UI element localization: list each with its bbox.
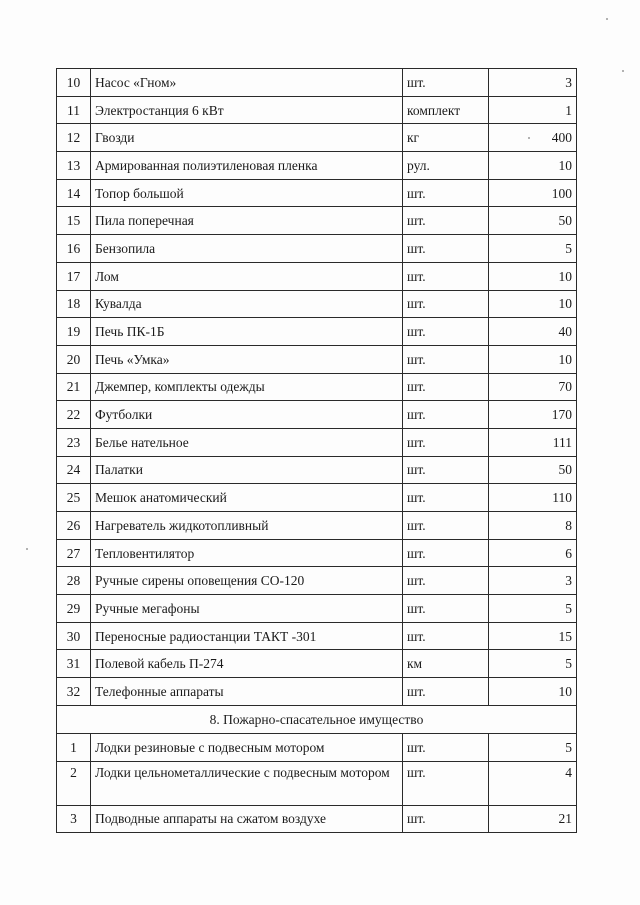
- item-name: Ручные сирены оповещения СО-120: [91, 567, 403, 595]
- row-number: 15: [57, 207, 91, 235]
- item-name: Армированная полиэтиленовая пленка: [91, 152, 403, 180]
- unit-of-measure: шт.: [403, 761, 489, 805]
- table-row: [57, 235, 577, 263]
- quantity: 8: [489, 512, 577, 540]
- quantity: 100: [489, 179, 577, 207]
- inventory-rows-top: [57, 69, 577, 706]
- item-name: Мешок анатомический: [91, 484, 403, 512]
- quantity: 111: [489, 428, 577, 456]
- quantity: 3: [489, 567, 577, 595]
- table-row: [57, 345, 577, 373]
- item-name: Джемпер, комплекты одежды: [91, 373, 403, 401]
- table-row: [57, 124, 577, 152]
- item-name: Переносные радиостанции ТАКТ -301: [91, 622, 403, 650]
- quantity: 70: [489, 373, 577, 401]
- item-name: Насос «Гном»: [91, 69, 403, 97]
- table-row: [57, 512, 577, 540]
- table-row: [57, 152, 577, 180]
- quantity: 4: [489, 761, 577, 805]
- row-number: 12: [57, 124, 91, 152]
- section-header-row: [57, 705, 577, 733]
- scan-speck: [26, 548, 28, 550]
- inventory-table: [56, 68, 577, 833]
- quantity: 5: [489, 235, 577, 263]
- quantity: 3: [489, 69, 577, 97]
- quantity: 10: [489, 262, 577, 290]
- row-number: 28: [57, 567, 91, 595]
- row-number: 26: [57, 512, 91, 540]
- unit-of-measure: шт.: [403, 401, 489, 429]
- row-number: 1: [57, 733, 91, 761]
- unit-of-measure: шт.: [403, 373, 489, 401]
- unit-of-measure: шт.: [403, 262, 489, 290]
- item-name: Печь «Умка»: [91, 345, 403, 373]
- table-row: [57, 401, 577, 429]
- scan-speck: [622, 70, 624, 72]
- table-row: [57, 207, 577, 235]
- row-number: 30: [57, 622, 91, 650]
- unit-of-measure: км: [403, 650, 489, 678]
- row-number: 25: [57, 484, 91, 512]
- quantity: 21: [489, 805, 577, 833]
- table-row: [57, 622, 577, 650]
- quantity: 6: [489, 539, 577, 567]
- quantity: 10: [489, 678, 577, 706]
- row-number: 20: [57, 345, 91, 373]
- quantity: 5: [489, 733, 577, 761]
- row-number: 13: [57, 152, 91, 180]
- quantity: 10: [489, 345, 577, 373]
- table-row: [57, 456, 577, 484]
- unit-of-measure: шт.: [403, 539, 489, 567]
- row-number: 14: [57, 179, 91, 207]
- unit-of-measure: шт.: [403, 567, 489, 595]
- inventory-rows-bottom: [57, 733, 577, 832]
- unit-of-measure: шт.: [403, 69, 489, 97]
- unit-of-measure: шт.: [403, 207, 489, 235]
- table-row: [57, 96, 577, 124]
- unit-of-measure: шт.: [403, 318, 489, 346]
- section-title: 8. Пожарно-спасательное имущество: [57, 705, 577, 733]
- row-number: 32: [57, 678, 91, 706]
- table-row: [57, 484, 577, 512]
- item-name: Топор большой: [91, 179, 403, 207]
- quantity: 50: [489, 456, 577, 484]
- row-number: 23: [57, 428, 91, 456]
- unit-of-measure: кг: [403, 124, 489, 152]
- row-number: 31: [57, 650, 91, 678]
- unit-of-measure: шт.: [403, 345, 489, 373]
- item-name: Лодки цельнометаллические с подвесным мотором: [91, 761, 403, 805]
- item-name: Телефонные аппараты: [91, 678, 403, 706]
- table-row: [57, 539, 577, 567]
- unit-of-measure: шт.: [403, 290, 489, 318]
- table-row: [57, 567, 577, 595]
- table-row: [57, 733, 577, 761]
- table-row: [57, 179, 577, 207]
- item-name: Лом: [91, 262, 403, 290]
- table-row: [57, 428, 577, 456]
- unit-of-measure: шт.: [403, 622, 489, 650]
- quantity: 170: [489, 401, 577, 429]
- scan-speck: [606, 18, 608, 20]
- quantity: 40: [489, 318, 577, 346]
- table-row: [57, 761, 577, 805]
- quantity: 5: [489, 595, 577, 623]
- item-name: Ручные мегафоны: [91, 595, 403, 623]
- table-row: [57, 290, 577, 318]
- row-number: 17: [57, 262, 91, 290]
- unit-of-measure: шт.: [403, 179, 489, 207]
- row-number: 19: [57, 318, 91, 346]
- quantity: 50: [489, 207, 577, 235]
- quantity: 400: [489, 124, 577, 152]
- table-row: [57, 805, 577, 833]
- unit-of-measure: шт.: [403, 428, 489, 456]
- item-name: Печь ПК-1Б: [91, 318, 403, 346]
- unit-of-measure: шт.: [403, 805, 489, 833]
- row-number: 3: [57, 805, 91, 833]
- unit-of-measure: рул.: [403, 152, 489, 180]
- item-name: Гвозди: [91, 124, 403, 152]
- table-row: [57, 318, 577, 346]
- unit-of-measure: шт.: [403, 733, 489, 761]
- unit-of-measure: шт.: [403, 678, 489, 706]
- row-number: 27: [57, 539, 91, 567]
- row-number: 11: [57, 96, 91, 124]
- quantity: 10: [489, 290, 577, 318]
- item-name: Палатки: [91, 456, 403, 484]
- unit-of-measure: комплект: [403, 96, 489, 124]
- row-number: 24: [57, 456, 91, 484]
- table-row: [57, 650, 577, 678]
- quantity: 1: [489, 96, 577, 124]
- item-name: Подводные аппараты на сжатом воздухе: [91, 805, 403, 833]
- row-number: 21: [57, 373, 91, 401]
- unit-of-measure: шт.: [403, 456, 489, 484]
- row-number: 18: [57, 290, 91, 318]
- table-row: [57, 373, 577, 401]
- section-header-group: [57, 705, 577, 733]
- unit-of-measure: шт.: [403, 595, 489, 623]
- quantity: 10: [489, 152, 577, 180]
- quantity: 15: [489, 622, 577, 650]
- unit-of-measure: шт.: [403, 484, 489, 512]
- item-name: Электростанция 6 кВт: [91, 96, 403, 124]
- item-name: Пила поперечная: [91, 207, 403, 235]
- table-row: [57, 678, 577, 706]
- row-number: 2: [57, 761, 91, 805]
- item-name: Кувалда: [91, 290, 403, 318]
- row-number: 16: [57, 235, 91, 263]
- row-number: 10: [57, 69, 91, 97]
- table-row: [57, 595, 577, 623]
- unit-of-measure: шт.: [403, 512, 489, 540]
- item-name: Нагреватель жидкотопливный: [91, 512, 403, 540]
- quantity: 110: [489, 484, 577, 512]
- item-name: Тепловентилятор: [91, 539, 403, 567]
- item-name: Футболки: [91, 401, 403, 429]
- row-number: 29: [57, 595, 91, 623]
- item-name: Полевой кабель П-274: [91, 650, 403, 678]
- unit-of-measure: шт.: [403, 235, 489, 263]
- item-name: Белье нательное: [91, 428, 403, 456]
- item-name: Бензопила: [91, 235, 403, 263]
- table-row: [57, 69, 577, 97]
- quantity: 5: [489, 650, 577, 678]
- row-number: 22: [57, 401, 91, 429]
- item-name: Лодки резиновые с подвесным мотором: [91, 733, 403, 761]
- table-row: [57, 262, 577, 290]
